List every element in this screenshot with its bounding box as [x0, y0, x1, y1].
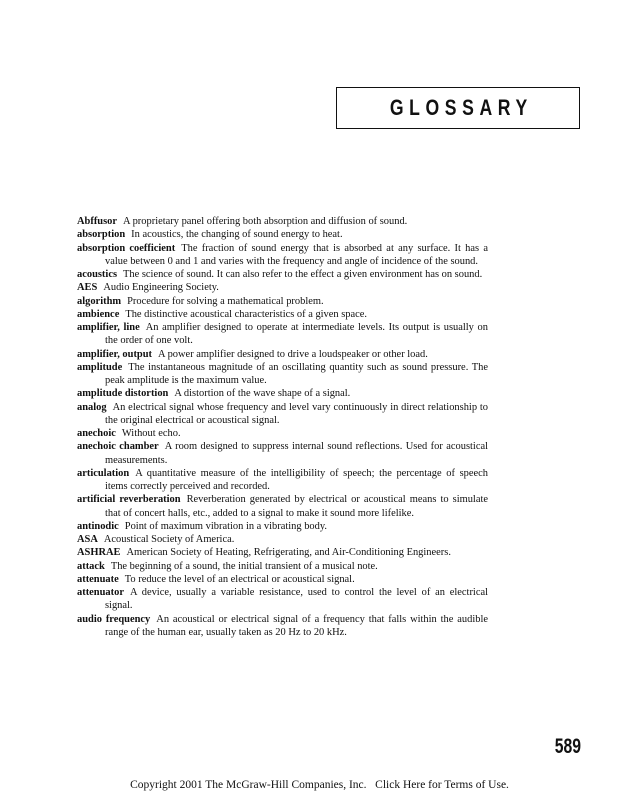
glossary-definition: To reduce the level of an electrical or acoustical signal.	[124, 573, 355, 585]
glossary-entry	[77, 281, 488, 294]
glossary-term: articulation	[77, 467, 130, 479]
glossary-entry	[77, 546, 488, 559]
glossary-term: artificial reverberation	[77, 494, 181, 506]
glossary-definition: A distortion of the wave shape of a signal.	[174, 388, 351, 400]
glossary-entry	[77, 493, 488, 520]
glossary-definition: A proprietary panel offering both absorption and diffusion of sound.	[123, 216, 408, 227]
glossary-entry	[77, 268, 488, 281]
terms-of-use-link[interactable]: Click Here for Terms of Use.	[375, 779, 509, 791]
glossary-entry	[77, 295, 488, 308]
glossary-term: ASA	[77, 534, 98, 545]
glossary-definition: In acoustics, the changing of sound energy to heat.	[131, 229, 343, 241]
glossary-term: ASHRAE	[77, 547, 121, 559]
glossary-entry	[77, 613, 488, 640]
glossary-definition: The distinctive acoustical characteristics of a given space.	[125, 308, 368, 320]
glossary-entry	[77, 321, 488, 348]
glossary-term: attenuate	[77, 573, 119, 585]
glossary-term: anechoic	[77, 428, 116, 439]
chapter-title: GLOSSARY	[390, 95, 533, 120]
glossary-term: attenuator	[77, 587, 124, 598]
glossary-entry	[77, 586, 488, 613]
page-number: 589	[554, 735, 581, 758]
glossary-entry	[77, 387, 488, 400]
footer	[0, 779, 639, 791]
glossary-term: acoustics	[77, 269, 118, 280]
glossary-entry	[77, 533, 488, 546]
copyright-text: Copyright 2001 The McGraw-Hill Companies, Inc.	[130, 779, 367, 791]
glossary-definition: A power amplifier designed to drive a loudspeaker or other load.	[158, 348, 428, 360]
glossary-definition: Acoustical Society of America.	[103, 534, 235, 545]
glossary-entry	[77, 308, 488, 321]
glossary-entry	[77, 215, 488, 228]
glossary-term: absorption coefficient	[77, 242, 176, 254]
glossary-definition: Reverberation generated by electrical or acoustical means to simulate that of concert halls, etc., added to a signal to make it sound more lifelike.	[105, 494, 488, 519]
chapter-title-box	[336, 87, 580, 129]
glossary-definition: An amplifier designed to operate at intermediate levels. Its output is usually on the order of one volt.	[105, 322, 488, 347]
glossary-entry	[77, 228, 488, 241]
glossary-definition: A room designed to suppress internal sound reflections. Used for acoustical measurements.	[105, 441, 488, 466]
glossary-entry	[77, 467, 488, 494]
glossary-term: amplitude distortion	[77, 388, 169, 400]
glossary-term: attack	[77, 560, 105, 572]
glossary-term: Abffusor	[77, 216, 118, 227]
glossary-entry	[77, 401, 488, 428]
glossary-definition: Without echo.	[121, 428, 181, 439]
glossary-entry	[77, 427, 488, 440]
glossary-term: absorption	[77, 229, 126, 241]
glossary-entry	[77, 440, 488, 467]
glossary-term: algorithm	[77, 295, 122, 307]
glossary-term: analog	[77, 401, 107, 413]
glossary-term: audio frequency	[77, 613, 151, 625]
glossary-entry	[77, 520, 488, 533]
glossary-definition: The instantaneous magnitude of an oscillating quantity such as sound pressure. The peak amplitude is the maximum value.	[105, 361, 488, 386]
glossary-entry	[77, 361, 488, 388]
glossary-term: amplifier, line	[77, 322, 140, 333]
glossary-definition: A device, usually a variable resistance, used to control the level of an electrical signal.	[105, 587, 488, 612]
glossary-term: anechoic chamber	[77, 441, 159, 453]
glossary-entry	[77, 560, 488, 573]
glossary-definition: Audio Engineering Society.	[103, 282, 219, 294]
glossary-term: ambience	[77, 308, 120, 320]
glossary-definition: An electrical signal whose frequency and level vary continuously in direct relationship to the original electrical or acoustical signal.	[105, 401, 488, 426]
glossary-term: antinodic	[77, 520, 119, 532]
glossary-definition: Point of maximum vibration in a vibrating body.	[124, 520, 328, 532]
glossary-definition: A quantitative measure of the intelligibility of speech; the percentage of speech items correctly perceived and recorded.	[105, 467, 488, 492]
glossary-list	[77, 215, 488, 639]
glossary-definition: Procedure for solving a mathematical problem.	[127, 295, 324, 307]
glossary-term: amplifier, output	[77, 348, 153, 360]
glossary-term: amplitude	[77, 361, 123, 373]
glossary-definition: American Society of Heating, Refrigerating, and Air-Conditioning Engineers.	[126, 547, 451, 559]
glossary-entry	[77, 573, 488, 586]
glossary-term: AES	[77, 282, 98, 294]
glossary-definition: The fraction of sound energy that is absorbed at any surface. It has a value between 0 and 1 and varies with the frequency and angle of incidence of the sound.	[105, 242, 488, 267]
glossary-definition: An acoustical or electrical signal of a frequency that falls within the audible range of the human ear, usually taken as 20 Hz to 20 kHz.	[105, 613, 488, 638]
glossary-definition: The beginning of a sound, the initial transient of a musical note.	[110, 560, 378, 572]
glossary-definition: The science of sound. It can also refer to the effect a given environment has on sound.	[123, 269, 483, 280]
glossary-entry	[77, 242, 488, 269]
glossary-entry	[77, 348, 488, 361]
